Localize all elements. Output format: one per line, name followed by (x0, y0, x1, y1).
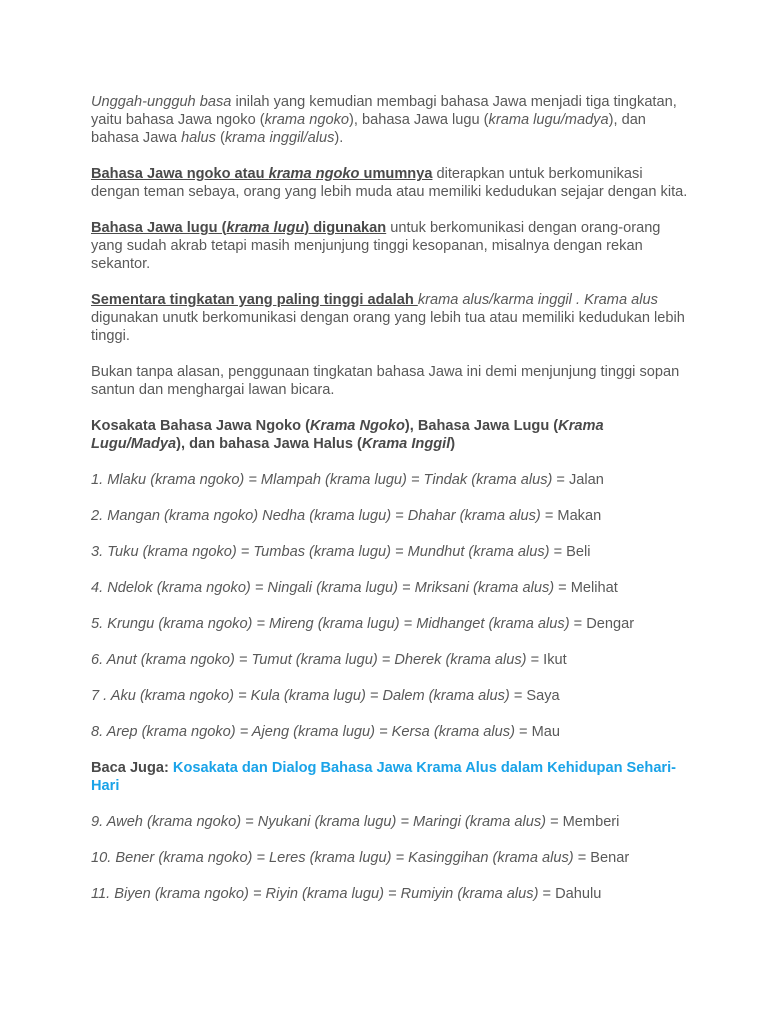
vocab-item (91, 507, 691, 525)
vocab-forms: 9. Aweh (krama ngoko) = Nyukani (krama lugu) = Maringi (krama alus) (91, 814, 547, 830)
vocab-forms: 10. Bener (krama ngoko) = Leres (krama lugu) = Kasinggihan (krama alus) (91, 850, 574, 866)
ngoko-paragraph (91, 165, 691, 201)
vocab-forms: 4. Ndelok (krama ngoko) = Ningali (krama lugu) = Mriksani (krama alus) (91, 580, 555, 596)
intro-paragraph (91, 93, 691, 147)
lugu-emphasis-text: ) digunakan (304, 220, 387, 236)
heading-term: Krama Ngoko (310, 418, 405, 434)
intro-term: krama inggil/alus (224, 130, 335, 146)
vocab-forms: 11. Biyen (krama ngoko) = Riyin (krama lugu) = Rumiyin (krama alus) (91, 886, 539, 902)
vocab-meaning: = Jalan (552, 472, 604, 488)
vocab-meaning: = Makan (540, 508, 602, 524)
vocab-meaning: = Ikut (526, 652, 567, 668)
baca-juga-label: Baca Juga: (91, 760, 173, 776)
vocab-heading (91, 417, 691, 453)
baca-juga (91, 759, 691, 795)
related-article-link[interactable]: Kosakata dan Dialog Bahasa Jawa Krama Alus dalam Kehidupan Sehari-Hari (91, 760, 677, 794)
vocab-item (91, 687, 691, 705)
intro-text: inilah yang kemudian membagi bahasa Jawa menjadi tiga tingkatan, yaitu bahasa Jawa ngoko ( (91, 94, 677, 128)
lugu-paragraph (91, 219, 691, 273)
vocab-list-a (91, 471, 691, 741)
intro-term: krama lugu/madya (488, 112, 609, 128)
heading-term: Krama Lugu/Madya (91, 418, 604, 452)
intro-text: ), bahasa Jawa lugu ( (349, 112, 489, 128)
intro-term: halus (181, 130, 216, 146)
vocab-forms: 7 . Aku (krama ngoko) = Kula (krama lugu) = Dalem (krama alus) (91, 688, 510, 704)
ngoko-emphasis-text: Bahasa Jawa ngoko atau (91, 166, 269, 182)
heading-term: Krama Inggil (361, 436, 451, 452)
heading-text: ), dan bahasa Jawa Halus ( (176, 436, 362, 452)
lugu-text: untuk berkomunikasi dengan orang-orang yang sudah akrab tetapi masih menjunjung tinggi kesopanan, misalnya dengan rekan sekantor. (91, 220, 661, 272)
vocab-item (91, 651, 691, 669)
alus-text: digunakan unutk berkomunikasi dengan orang yang lebih tua atau memiliki kedudukan lebih tinggi. (91, 310, 685, 344)
lugu-emphasis-text: Bahasa Jawa lugu ( (91, 220, 227, 236)
vocab-meaning: = Beli (549, 544, 591, 560)
vocab-meaning: = Mau (514, 724, 560, 740)
ngoko-emphasis-term: krama ngoko (268, 166, 360, 182)
vocab-item (91, 579, 691, 597)
ngoko-text: diterapkan untuk berkomunikasi dengan teman sebaya, orang yang lebih muda atau memiliki kedudukan sejajar dengan kita. (91, 166, 688, 200)
heading-text: Kosakata Bahasa Jawa Ngoko ( (91, 418, 310, 434)
lugu-emphasis-term: krama lugu (226, 220, 305, 236)
ngoko-emphasis-text: umumnya (359, 166, 433, 182)
vocab-meaning: = Saya (509, 688, 560, 704)
heading-text: ), Bahasa Jawa Lugu ( (404, 418, 559, 434)
heading-text: ) (450, 436, 456, 452)
vocab-forms: 6. Anut (krama ngoko) = Tumut (krama lugu) = Dherek (krama alus) (91, 652, 527, 668)
intro-text: ). (334, 130, 344, 146)
vocab-item (91, 813, 691, 831)
alus-emphasis: Sementara tingkatan yang paling tinggi adalah (91, 292, 418, 308)
vocab-item (91, 471, 691, 489)
reason-paragraph: Bukan tanpa alasan, penggunaan tingkatan bahasa Jawa ini demi menjunjung tinggi sopan santun dan menghargai lawan bicara. (91, 364, 680, 398)
vocab-meaning: = Melihat (554, 580, 618, 596)
vocab-meaning: = Dahulu (538, 886, 602, 902)
lugu-emphasis (91, 220, 386, 236)
alus-term: krama alus/karma inggil . Krama alus (417, 292, 658, 308)
alus-paragraph (91, 291, 691, 345)
intro-text: ( (215, 130, 225, 146)
vocab-list-b (91, 813, 691, 903)
ngoko-emphasis (91, 166, 432, 182)
vocab-forms: 3. Tuku (krama ngoko) = Tumbas (krama lugu) = Mundhut (krama alus) (91, 544, 550, 560)
vocab-meaning: = Dengar (569, 616, 635, 632)
intro-text: ), dan bahasa Jawa (91, 112, 646, 146)
vocab-item (91, 849, 691, 867)
vocab-item (91, 885, 691, 903)
vocab-meaning: = Memberi (546, 814, 620, 830)
vocab-forms: 8. Arep (krama ngoko) = Ajeng (krama lugu) = Kersa (krama alus) (91, 724, 515, 740)
vocab-forms: 5. Krungu (krama ngoko) = Mireng (krama lugu) = Midhanget (krama alus) (91, 616, 570, 632)
intro-term: krama ngoko (264, 112, 349, 128)
vocab-item (91, 543, 691, 561)
vocab-forms: 1. Mlaku (krama ngoko) = Mlampah (krama lugu) = Tindak (krama alus) (91, 472, 553, 488)
document-body (91, 93, 691, 921)
intro-term: Unggah-ungguh basa (91, 94, 232, 110)
vocab-meaning: = Benar (573, 850, 630, 866)
vocab-forms: 2. Mangan (krama ngoko) Nedha (krama lugu) = Dhahar (krama alus) (91, 508, 541, 524)
vocab-item (91, 723, 691, 741)
vocab-item (91, 615, 691, 633)
